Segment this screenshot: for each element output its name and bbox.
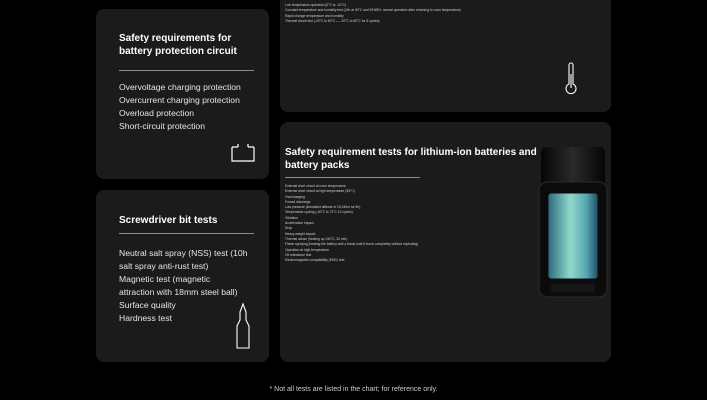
title-line-1: Safety requirement tests for lithium-ion batteries and <box>285 147 537 158</box>
list-item: Vibration <box>285 215 298 220</box>
card-battery-protection <box>96 9 269 179</box>
card-lithium-battery-tests <box>280 122 611 362</box>
list-item: Short-circuit protection <box>119 121 205 131</box>
screwdriver-bit-icon <box>234 302 252 350</box>
thermometer-icon <box>564 62 578 96</box>
battery-icon <box>229 142 257 164</box>
list-item: Hardness test <box>119 313 173 323</box>
card-title <box>119 32 237 58</box>
list-item: Neutral salt spray (NSS) test (10h <box>119 248 248 258</box>
list-item: Overcurrent charging protection <box>119 95 240 105</box>
title-line-2: battery packs <box>285 160 350 171</box>
list-item: Low pressure (simulated altitude of 15,240m for 6h) <box>285 205 361 210</box>
list-item: Overload protection <box>119 108 194 118</box>
title-line-1: Safety requirements for <box>119 33 232 44</box>
list-item: attraction with 18mm steel ball) <box>119 287 238 297</box>
test-list <box>285 3 461 24</box>
list-item: Overvoltage charging protection <box>119 82 241 92</box>
card-title <box>285 146 537 172</box>
test-list <box>285 184 418 263</box>
divider <box>285 177 420 178</box>
list-item: Oil resistance test <box>285 252 312 257</box>
list-item: Forced discharge <box>285 199 311 204</box>
list-item: Electromagnetic compatibility (EMC) test <box>285 258 345 263</box>
list-item: Magnetic test (magnetic <box>119 274 211 284</box>
card-title: Screwdriver bit tests <box>119 215 218 226</box>
list-item: Flame spraying (heating the battery with a flame until it burns completely without exploding) <box>285 242 419 247</box>
list-item: Acceleration impact <box>285 221 314 226</box>
list-item: Drop <box>285 226 293 231</box>
list-item: Overcharging <box>285 194 305 199</box>
test-list <box>119 81 241 133</box>
divider <box>119 70 254 71</box>
list-item: Low temperature operation (0°C to -10°C) <box>285 3 347 7</box>
title-line-2: battery protection circuit <box>119 46 237 57</box>
battery-pack-image <box>535 142 611 302</box>
list-item: External short circuit at high temperature (55°C) <box>285 189 355 194</box>
list-item: Thermal shock test (-20°C to 60°C — -20°C to 60°C for 8 cycles) <box>285 18 380 23</box>
list-item: Operation at high temperature <box>285 247 329 252</box>
list-item: Thermal abuse (heating up 130°C, 30 min) <box>285 236 348 241</box>
list-item: Surface quality <box>119 300 176 310</box>
list-item: Constant temperature and humidity test (24h at 40°C and 93%RH, normal operation after returning to room temperature) <box>285 8 461 13</box>
footnote: * Not all tests are listed in the chart; for reference only. <box>269 386 438 393</box>
list-item: salt spray anti-rust test) <box>119 261 209 271</box>
divider <box>119 233 254 234</box>
list-item: Heavy weight impact <box>285 231 316 236</box>
card-temperature-tests <box>280 0 611 112</box>
list-item: Rapid change temperature and humidity <box>285 13 344 18</box>
card-bit-tests <box>96 190 269 362</box>
test-list <box>119 247 247 325</box>
list-item: Temperature cycling (-40°C to 72°C 10 cycles) <box>285 210 353 215</box>
list-item: External short circuit at room temperature <box>285 184 346 188</box>
